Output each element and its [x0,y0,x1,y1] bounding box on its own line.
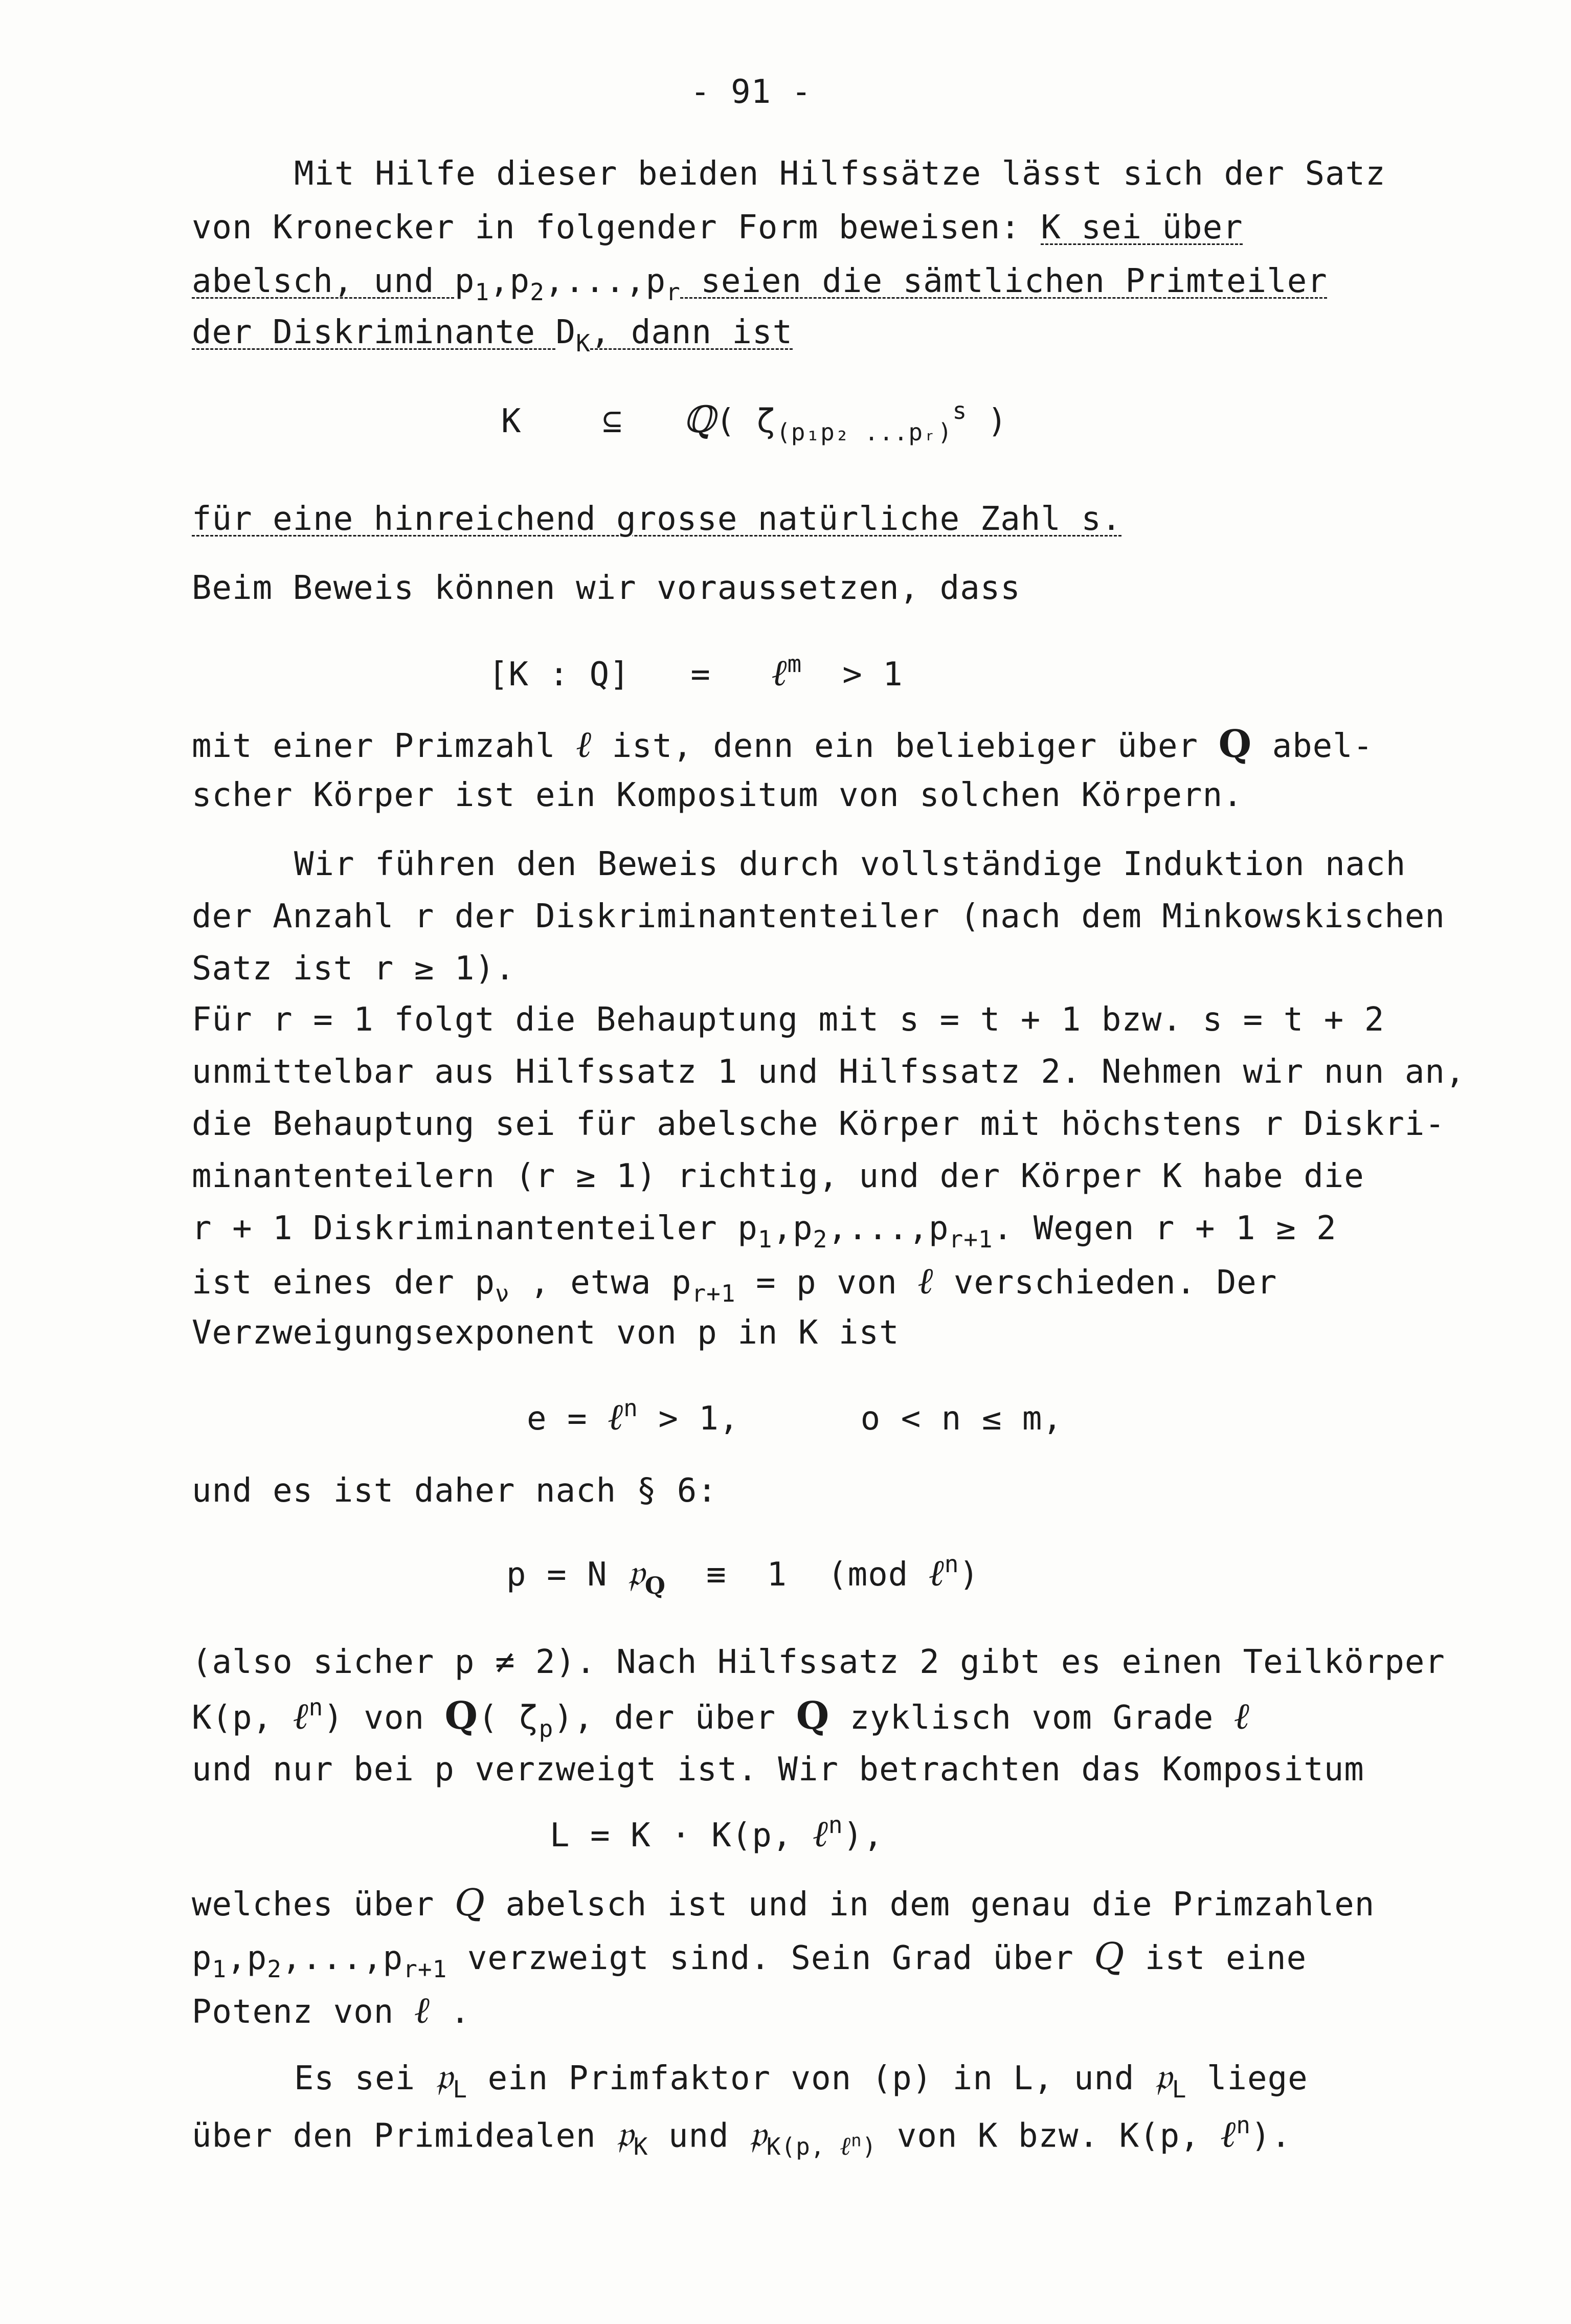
subscript: 2 [813,1225,828,1253]
text-span: minantenteilern (r ≥ 1) richtig, und der Körper K habe die [192,1157,1364,1195]
paragraph-6-line-2 [192,1695,1250,1741]
text-span: liege [1186,2060,1308,2097]
underlined-text: K sei über [1041,209,1243,247]
text-span: p [454,262,475,300]
text-span: der Anzahl r der Diskriminantenteiler (nach dem Minkowskischen [192,898,1445,935]
paragraph-2-line-1 [192,499,1121,540]
text-span: ,p [227,1939,267,1977]
text-span: ). [1251,2117,1292,2155]
page-number-text: - 91 - [690,73,812,111]
superscript: n [623,1394,638,1422]
formula-text: ( ζ [715,403,777,440]
superscript: n [944,1550,959,1578]
text-span: ist eines der p [192,1264,495,1302]
text-span: Für r = 1 folgt die Behauptung mit s = t + 1 bzw. s = t + 2 [192,1001,1385,1039]
paragraph-1-line-4 [192,312,793,355]
rationals-symbol: Q [454,1881,485,1924]
formula-text: ), [843,1817,884,1854]
formula-text: = [690,656,711,694]
paragraph-1-line-3 [192,261,1328,304]
prime-ideal-symbol: 𝔭 [435,2055,453,2098]
text-span: ), der über [553,1699,796,1737]
text-span: von K bzw. K(p, [877,2117,1221,2155]
subscript: 1 [212,1955,227,1983]
formula-text: > 1 [842,656,903,694]
subscript: L [1172,2075,1187,2103]
text-span: Beim Beweis können wir voraussetzen, dass [192,569,1021,607]
formula-text: L = K · K(p, [550,1817,813,1854]
subscript: Q [644,1572,666,1599]
underlined-text: abelsch, und [192,262,455,300]
subscript: p [538,1715,554,1742]
formula-text: e = [527,1400,608,1438]
text-span: Mit Hilfe dieser beiden Hilfssätze lässt sich der Satz [294,155,1386,193]
paragraph-2-line-2 [192,568,1021,609]
ell-symbol: ℓ [812,1812,828,1855]
text-span: abel- [1252,727,1374,765]
ell-symbol: ℓ [576,723,592,766]
formula-text: > 1, o < n ≤ m, [638,1400,1063,1438]
text-span: ist eine [1125,1939,1307,1977]
text-span: ( ζ [478,1699,539,1737]
text-span: r + 1 Diskriminantenteiler p [192,1210,758,1247]
underlined-text: der Diskriminante [192,314,556,351]
subscript: (p₁p₂ ...pᵣ) [776,418,953,446]
subscript-text: K(p, [766,2133,840,2161]
prime-ideal-symbol: 𝔭 [616,2112,634,2156]
superscript: n [1236,2111,1251,2139]
text-span: und es ist daher nach § 6: [192,1472,717,1510]
paragraph-7-line-2 [192,1936,1307,1981]
text-span: und nur bei p verzweigt ist. Wir betrachten das Kompositum [192,1751,1364,1789]
ell-symbol: ℓ [1220,2112,1237,2156]
page-number [690,72,812,113]
text-span: mit einer Primzahl [192,727,576,765]
text-span: (also sicher p ≠ 2). Nach Hilfssatz 2 gibt es einen Teilkörper [192,1643,1445,1681]
text-span: ist, denn ein beliebiger über [592,727,1219,765]
subscript: 1 [757,1225,773,1253]
prime-ideal-symbol: 𝔭 [749,2112,767,2156]
text-span: ,...,p [282,1939,403,1977]
ell-symbol: ℓ [414,1988,430,2031]
text-span: die Behauptung sei für abelsche Körper mit höchstens r Diskri- [192,1105,1445,1143]
ell-symbol: ℓ [1233,1694,1250,1737]
paragraph-3-line-2 [192,775,1243,816]
text-span: = p von [735,1264,918,1302]
rationals-symbol: Q [1094,1935,1125,1978]
underlined-text: , dann ist [590,314,793,351]
superscript: n [828,1811,843,1839]
text-span: unmittelbar aus Hilfssatz 1 und Hilfssatz 2. Nehmen wir nun an, [192,1053,1466,1091]
rationals-symbol: Q [1218,722,1252,766]
text-span: über den Primidealen [192,2117,617,2155]
subscript: r+1 [949,1225,993,1253]
subscript-text: ) [862,2133,877,2161]
ell-symbol: ℓ [771,651,788,694]
formula-5 [550,1813,884,1859]
paragraph-7-line-1 [192,1882,1375,1925]
paragraph-4-line-8 [192,1208,1337,1252]
underlined-text: seien die sämtlichen Primteiler [680,262,1328,300]
subscript: K [633,2133,648,2161]
text-span: verschieden. Der [933,1264,1277,1302]
subscript-group [767,2133,877,2160]
formula-3 [527,1396,1063,1442]
text-span: Verzweigungsexponent von p in K ist [192,1314,900,1352]
paragraph-6-line-3 [192,1749,1364,1790]
text-span: scher Körper ist ein Kompositum von solchen Körpern. [192,776,1243,814]
text-span: zyklisch vom Grade [829,1699,1234,1737]
subscript: 2 [530,278,545,306]
paragraph-8-line-2 [192,2112,1291,2159]
rationals-symbol: Q [796,1694,830,1738]
paragraph-6-line-1 [192,1642,1445,1683]
subscript: ν [495,1280,510,1307]
paragraph-1-line-2 [192,207,1243,248]
paragraph-7-line-3 [192,1990,470,2032]
text-span: D [555,314,576,351]
text-span: Potenz von [192,1993,414,2031]
formula-1 [501,399,1007,444]
paragraph-4-line-3 [192,948,515,989]
formula-text: ) [967,403,1008,440]
text-span: ein Primfaktor von (p) in L, und [467,2060,1155,2097]
rationals-symbol: Q [444,1694,479,1738]
text-span: . Wegen r + 1 ≥ 2 [993,1210,1337,1247]
text-span: ,...,p [827,1210,949,1247]
ell-symbol: ℓ [928,1551,945,1594]
paragraph-4-line-10 [192,1312,900,1353]
text-span: und [648,2117,750,2155]
paragraph-5-line-1 [192,1470,717,1511]
superscript: n [851,2131,862,2151]
text-span: p [192,1939,212,1977]
formula-symbol: K [501,403,522,440]
formula-4 [506,1552,979,1598]
ell-symbol: ℓ [608,1395,624,1438]
ell-symbol: ℓ [293,1694,309,1737]
paragraph-4-line-9 [192,1260,1277,1306]
formula-text: [K : Q] [488,656,630,694]
text-span: verzweigt sind. Sein Grad über [447,1939,1094,1977]
text-span: Satz ist r ≥ 1). [192,950,515,988]
subscript: r+1 [691,1280,736,1307]
rationals-symbol: ℚ [683,398,716,441]
paragraph-4-line-7 [192,1156,1364,1197]
text-span: , etwa p [509,1264,692,1302]
formula-text: p = N [506,1556,628,1594]
text-span: ,p [772,1210,813,1247]
superscript: s [952,397,968,424]
underlined-text: für eine hinreichend grosse natürliche Zahl s. [192,500,1122,538]
ell-symbol: ℓ [917,1259,934,1302]
formula-text: ≡ 1 (mod [665,1556,929,1594]
prime-ideal-symbol: 𝔭 [627,1551,645,1594]
subscript: r+1 [403,1955,447,1983]
subscript: L [453,2075,468,2103]
text-span: K(p, [192,1699,293,1737]
paragraph-8-line-1 [294,2056,1308,2102]
subscript: r [666,278,681,306]
ell-symbol: ℓ [840,2131,851,2161]
paragraph-4-line-5 [192,1052,1465,1092]
p-sequence: $p_1,p_2,...,p_r$ [454,262,681,306]
text-span: Wir führen den Beweis durch vollständige Induktion nach [294,845,1406,883]
paragraph-1-line-1 [294,153,1386,194]
formula-text: ) [959,1556,980,1594]
paragraph-4-line-2 [192,896,1445,937]
paragraph-4-line-6 [192,1104,1445,1145]
formula-symbol: ⊆ [602,403,623,440]
paragraph-3-line-1 [192,724,1373,767]
text-span: welches über [192,1886,455,1924]
paragraph-4-line-4 [192,999,1384,1040]
paragraph-4-line-1 [294,844,1406,885]
subscript: K [576,329,591,357]
subscript: 2 [267,1955,282,1983]
formula-2 [488,652,903,698]
text-span: ) von [323,1699,445,1737]
superscript: n [308,1693,324,1721]
prime-ideal-symbol: 𝔭 [1155,2055,1172,2098]
subscript: 1 [475,278,490,306]
text-span: abelsch ist und in dem genau die Primzahlen [485,1886,1375,1924]
text-span: von Kronecker in folgender Form beweisen: [192,209,1041,247]
text-span: Es sei [294,2060,436,2097]
text-span: . [430,1993,470,2031]
superscript: m [787,650,802,678]
